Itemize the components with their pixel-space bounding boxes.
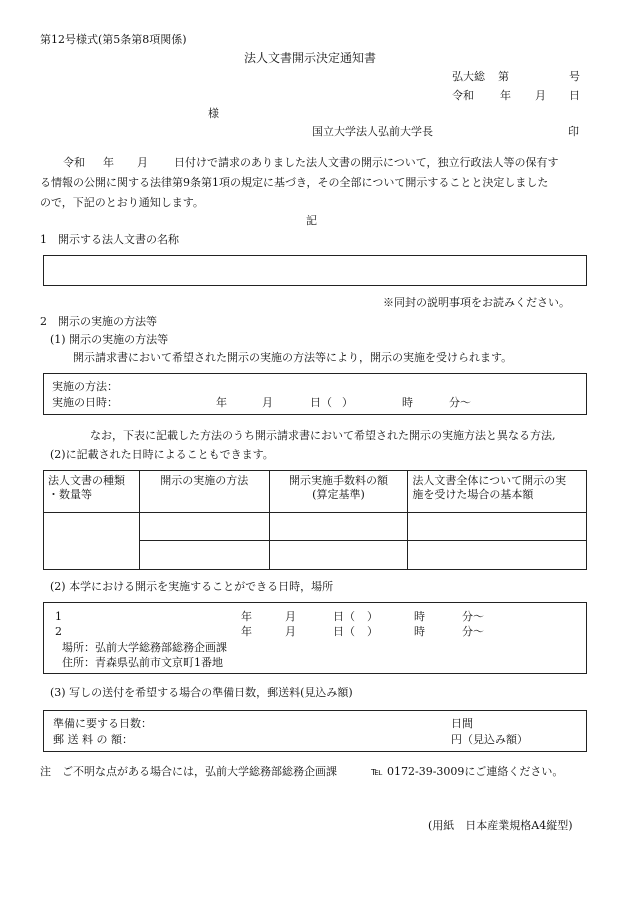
table-cell-fee[interactable] xyxy=(269,541,408,570)
addressee-honorific: 様 xyxy=(208,107,219,120)
section1-heading: 1 開示する法人文書の名称 xyxy=(40,233,179,246)
header-fee-line1: 開示実施手数料の額 xyxy=(288,474,388,487)
slot1-month: 月 xyxy=(285,610,296,623)
header-base-line1: 法人文書全体について開示の実 xyxy=(412,474,567,487)
footnote-text: 注 ご不明な点がある場合には，弘前大学総務部総務企画課 xyxy=(40,765,337,778)
form-id: 第12号様式(第5条第8項関係) xyxy=(40,33,187,46)
slot2-year: 年 xyxy=(241,625,252,638)
header-type-line1: 法人文書の種類 xyxy=(48,474,125,487)
table-row xyxy=(44,513,587,541)
slot2-hour: 時 xyxy=(414,625,425,638)
intro-line3: ので，下記のとおり通知します。 xyxy=(40,196,204,209)
intro-line2: る情報の公開に関する法律第9条第1項の規定に基づき，その全部について開示することと決定しました xyxy=(40,176,549,189)
ref-prefix: 弘大総 xyxy=(452,70,485,83)
fee-table-header-row xyxy=(44,471,587,513)
date-year: 年 xyxy=(500,89,511,102)
intro-era: 令和 xyxy=(63,156,85,169)
issuer-name: 国立大学法人弘前大学長 xyxy=(312,125,433,138)
footnote-tel-symbol: ℡ xyxy=(371,765,383,778)
slot2-minute: 分～ xyxy=(462,625,484,638)
table-cell-method[interactable] xyxy=(139,541,269,570)
address-line: 住所：青森県弘前市文京町1番地 xyxy=(62,656,223,669)
alternative-line2: (2)に記載された日時によることもできます。 xyxy=(50,448,274,461)
ref-go: 号 xyxy=(569,70,580,83)
place-line: 場所：弘前大学総務部総務企画課 xyxy=(62,641,227,654)
datetime-hour: 時 xyxy=(402,396,413,409)
header-base-line2: 施を受けた場合の基本額 xyxy=(412,488,534,501)
sub3-heading: (3) 写しの送付を希望する場合の準備日数，郵送料(見込み額) xyxy=(50,686,353,699)
datetime-label: 実施の日時： xyxy=(52,396,118,409)
intro-year: 年 xyxy=(103,156,114,169)
ref-dai: 第 xyxy=(498,70,509,83)
datetime-day-close: ） xyxy=(342,396,353,409)
fee-table-header-base xyxy=(408,471,587,513)
slot1-day-close: ） xyxy=(367,610,378,623)
date-day: 日 xyxy=(569,89,580,102)
slot2-day-close: ） xyxy=(367,625,378,638)
sub1-heading: (1) 開示の実施の方法等 xyxy=(50,333,169,346)
datetime-day-open: 日（ xyxy=(310,396,332,409)
date-era: 令和 xyxy=(452,89,474,102)
alternative-line1: なお，下表に記載した方法のうち開示請求書において希望された開示の実施方法と異なる方法, xyxy=(90,429,556,442)
date-month: 月 xyxy=(535,89,546,102)
slot1-hour: 時 xyxy=(414,610,425,623)
section2-heading: 2 開示の実施の方法等 xyxy=(40,315,157,328)
document-title: 法人文書開示決定通知書 xyxy=(244,51,377,65)
fee-table-header-type xyxy=(44,471,140,513)
datetime-year: 年 xyxy=(216,396,227,409)
table-cell-fee[interactable] xyxy=(269,513,408,541)
section1-note: ※同封の説明事項をお読みください。 xyxy=(383,296,570,309)
table-cell-type[interactable] xyxy=(44,513,140,570)
postage-label: 郵 送 料 の 額： xyxy=(53,733,133,746)
paper-size-note: (用紙 日本産業規格A4縦型) xyxy=(428,819,573,832)
table-cell-method[interactable] xyxy=(139,513,269,541)
slot2-number: 2 xyxy=(55,625,62,638)
ki-marker: 記 xyxy=(306,214,317,227)
fee-table-header-fee xyxy=(269,471,408,513)
prep-days-unit: 日間 xyxy=(451,717,473,730)
prep-days-label: 準備に要する日数： xyxy=(53,717,152,730)
slot1-year: 年 xyxy=(241,610,252,623)
slot2-month: 月 xyxy=(285,625,296,638)
datetime-minute: 分～ xyxy=(449,396,471,409)
sub2-heading: (2) 本学における開示を実施することができる日時，場所 xyxy=(50,580,334,593)
slot1-day-open: 日（ xyxy=(333,610,355,623)
slot1-number: 1 xyxy=(55,610,62,623)
slot2-day-open: 日（ xyxy=(333,625,355,638)
header-type-line2: ・数量等 xyxy=(48,488,92,501)
intro-month: 月 xyxy=(137,156,148,169)
postage-unit: 円（見込み額） xyxy=(451,733,528,746)
footnote-tel: 0172-39-3009にご連絡ください。 xyxy=(387,765,564,778)
header-fee-line2: (算定基準) xyxy=(312,488,365,501)
method-label: 実施の方法： xyxy=(52,380,118,393)
fee-table xyxy=(43,470,587,570)
table-cell-base[interactable] xyxy=(408,513,587,541)
document-name-box xyxy=(43,255,587,286)
intro-line1-rest: 日付けで請求のありました法人文書の開示について，独立行政法人等の保有す xyxy=(174,156,559,169)
fee-table-header-method xyxy=(139,471,269,513)
header-method: 開示の実施の方法 xyxy=(160,474,249,487)
slot1-minute: 分～ xyxy=(462,610,484,623)
sub1-description: 開示請求書において希望された開示の実施の方法等により，開示の実施を受けられます。 xyxy=(73,351,513,364)
seal-mark: 印 xyxy=(568,125,579,138)
table-cell-base[interactable] xyxy=(408,541,587,570)
datetime-month: 月 xyxy=(262,396,273,409)
